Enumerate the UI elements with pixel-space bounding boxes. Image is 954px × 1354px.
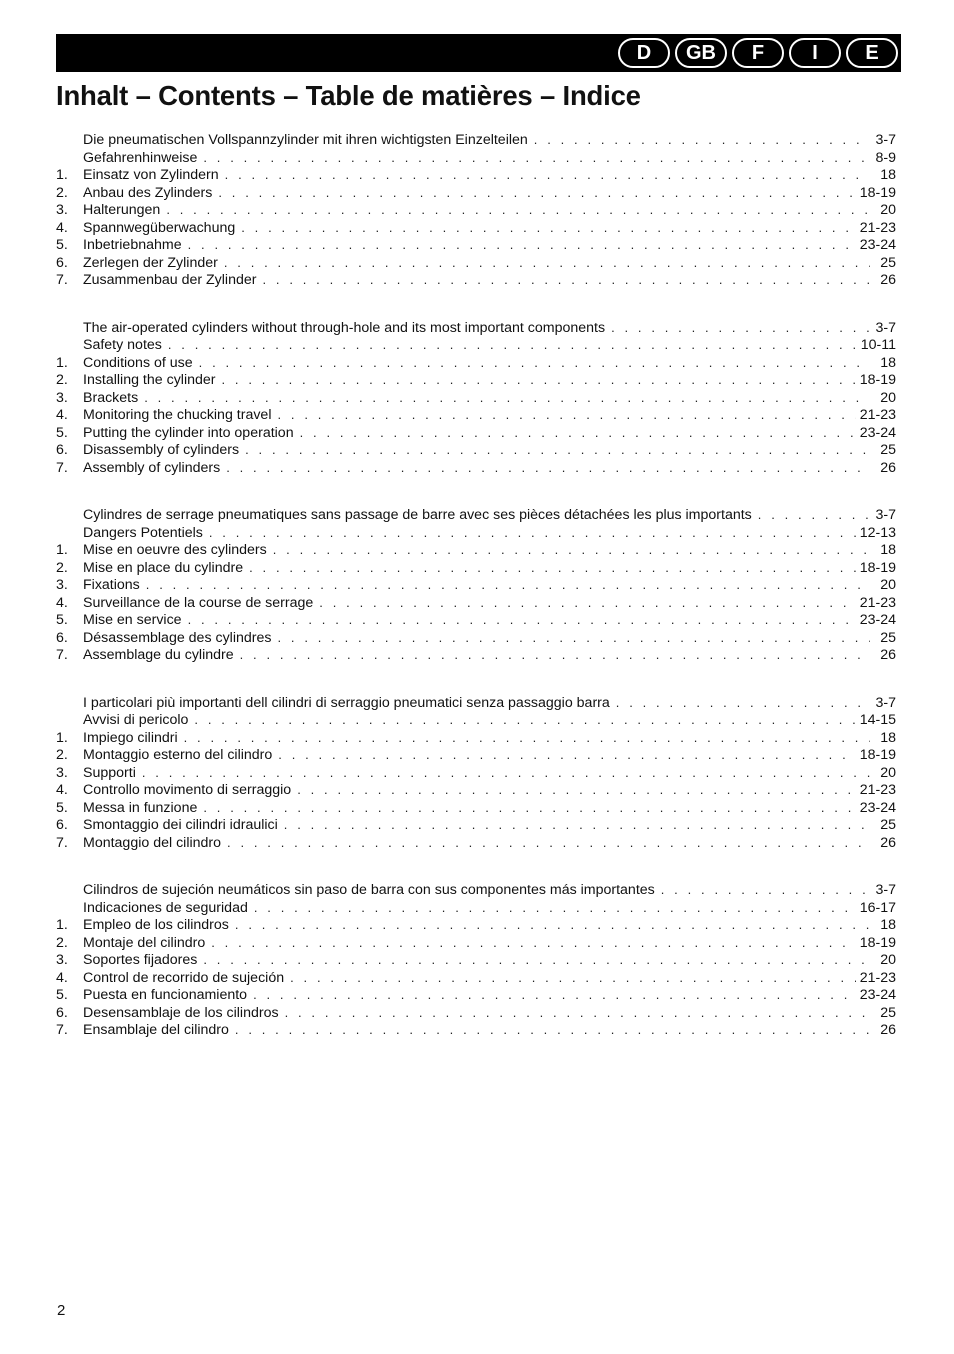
toc-entry-page: 26 (880, 459, 896, 476)
toc-entry-label: Désassemblage des cylindres (83, 629, 272, 646)
toc-entry-label: The air-operated cylinders without through-hole and its most important components (83, 319, 606, 336)
toc-entry-label: Anbau des Zylinders (83, 184, 213, 201)
toc-entry-label: Halterungen (83, 202, 161, 218)
toc-entry-label: Controllo movimento di serraggio (83, 782, 292, 798)
toc-entry[interactable] (56, 506, 896, 524)
toc-entry-number: 2. (56, 747, 68, 763)
toc-leader-dots (297, 781, 856, 799)
toc-entry-label: Montaggio del cilindro (83, 834, 222, 851)
toc-entry-page: 20 (880, 389, 896, 406)
toc-entry[interactable] (56, 711, 896, 729)
toc-entry-label: Avvisi di pericolo (83, 712, 189, 728)
toc-entry-page: 18-19 (859, 747, 896, 763)
toc-entry-number: 3. (56, 577, 68, 593)
toc-entry[interactable] (56, 149, 896, 167)
toc-entry-page: 18-19 (859, 559, 896, 576)
toc-entry[interactable] (56, 441, 896, 459)
toc-entry-page: 16-17 (859, 899, 896, 916)
toc-entry-page: 3-7 (875, 694, 896, 711)
toc-leader-dots (225, 166, 870, 184)
toc-entry-number: 3. (56, 389, 68, 406)
toc-section (56, 694, 896, 852)
toc-entry[interactable] (56, 899, 896, 917)
toc-entry[interactable] (56, 629, 896, 647)
toc-entry-number: 2. (56, 372, 68, 388)
toc-entry[interactable] (56, 799, 896, 817)
toc-entry-label: I particolari più importanti dell cilindri di serraggio pneumatici senza passaggio barra (83, 694, 610, 711)
toc-entry-number: 1. (56, 354, 68, 371)
toc-entry[interactable] (56, 969, 896, 987)
toc-leader-dots (184, 729, 870, 747)
toc-entry[interactable] (56, 916, 896, 934)
toc-entry-label: Conditions of use (83, 354, 193, 371)
toc-leader-dots (277, 629, 870, 647)
toc-entry-page: 3-7 (875, 507, 896, 523)
toc-entry-page: 20 (880, 202, 896, 218)
toc-entry-page: 23-24 (859, 424, 896, 441)
toc-entry-label: Spannwegüberwachung (83, 219, 236, 236)
toc-entry-number: 5. (56, 612, 68, 628)
toc-entry-page: 18 (880, 729, 896, 746)
toc-entry-page: 25 (880, 442, 896, 458)
toc-entry-number: 6. (56, 1004, 68, 1021)
toc-entry-page: 25 (880, 254, 896, 271)
toc-entry-label: Indicaciones de seguridad (83, 899, 248, 916)
toc-entry-number: 7. (56, 1022, 68, 1038)
toc-leader-dots (277, 406, 855, 424)
toc-entry-number: 6. (56, 254, 68, 271)
toc-section (56, 319, 896, 477)
toc-entry-page: 26 (880, 272, 896, 288)
toc-leader-dots (203, 149, 870, 167)
toc-entry[interactable] (56, 524, 896, 542)
toc-leader-dots (534, 131, 870, 149)
toc-entry[interactable] (56, 271, 896, 289)
toc-entry-page: 3-7 (875, 319, 896, 336)
toc-entry[interactable] (56, 746, 896, 764)
toc-entry-page: 23-24 (859, 987, 896, 1003)
toc-entry-label: Smontaggio dei cilindri idraulici (83, 817, 278, 833)
toc-entry-number: 4. (56, 594, 68, 611)
toc-entry[interactable] (56, 1021, 896, 1039)
toc-entry-number: 6. (56, 817, 68, 833)
toc-entry-number: 5. (56, 987, 68, 1003)
toc-section (56, 131, 896, 289)
toc-entry[interactable] (56, 541, 896, 559)
toc-entry-label: Messa in funzione (83, 799, 198, 816)
toc-entry-number: 5. (56, 799, 68, 816)
toc-leader-dots (284, 816, 870, 834)
toc-entry[interactable] (56, 354, 896, 372)
toc-entry[interactable] (56, 459, 896, 477)
toc-leader-dots (211, 934, 855, 952)
toc-entry-number: 4. (56, 782, 68, 798)
toc-entry[interactable] (56, 406, 896, 424)
toc-entry-number: 3. (56, 202, 68, 218)
language-badge-e[interactable]: E (846, 38, 898, 68)
toc-entry[interactable] (56, 729, 896, 747)
header-bar (56, 34, 901, 72)
toc-entry-label: Putting the cylinder into operation (83, 424, 294, 441)
toc-leader-dots (188, 236, 856, 254)
toc-entry-number: 1. (56, 542, 68, 558)
toc-entry-label: Cylindres de serrage pneumatiques sans passage de barre avec ses pièces détachées les plus importants (83, 507, 752, 523)
toc-entry-number: 7. (56, 459, 68, 476)
toc-entry-page: 18 (880, 542, 896, 558)
toc-leader-dots (188, 611, 856, 629)
toc-entry-page: 25 (880, 1004, 896, 1021)
toc-entry-number: 1. (56, 917, 68, 933)
toc-entry-number: 4. (56, 219, 68, 236)
toc-entry-page: 20 (880, 577, 896, 593)
toc-entry-page: 20 (880, 764, 896, 781)
table-of-contents (56, 131, 896, 1069)
toc-entry-label: Mise en oeuvre des cylinders (83, 542, 267, 558)
toc-entry-page: 26 (880, 834, 896, 851)
toc-entry-number: 1. (56, 167, 68, 183)
toc-entry[interactable] (56, 576, 896, 594)
toc-leader-dots (285, 1004, 870, 1022)
toc-leader-dots (241, 219, 855, 237)
toc-entry[interactable] (56, 319, 896, 337)
toc-entry-number: 6. (56, 629, 68, 646)
toc-entry-page: 26 (880, 647, 896, 663)
toc-leader-dots (203, 951, 870, 969)
toc-leader-dots (146, 576, 870, 594)
toc-entry-label: Cilindros de sujeción neumáticos sin paso de barra con sus componentes más importantes (83, 882, 655, 898)
toc-entry[interactable] (56, 694, 896, 712)
toc-leader-dots (194, 711, 855, 729)
toc-entry[interactable] (56, 131, 896, 149)
toc-leader-dots (235, 916, 870, 934)
toc-leader-dots (254, 899, 856, 917)
toc-leader-dots (249, 559, 856, 577)
page-number: 2 (57, 1302, 66, 1319)
toc-entry[interactable] (56, 764, 896, 782)
toc-entry-page: 10-11 (860, 337, 896, 353)
toc-entry-number: 7. (56, 647, 68, 663)
toc-entry-page: 23-24 (859, 799, 896, 816)
toc-entry-label: Gefahrenhinweise (83, 149, 198, 166)
toc-leader-dots (300, 424, 856, 442)
toc-entry-page: 25 (880, 817, 896, 833)
toc-entry-label: Montaje del cilindro (83, 934, 206, 951)
toc-entry-label: Mise en service (83, 612, 182, 628)
toc-leader-dots (245, 441, 870, 459)
toc-entry-label: Zerlegen der Zylinder (83, 254, 218, 271)
toc-entry-label: Assemblage du cylindre (83, 647, 234, 663)
toc-entry-page: 25 (880, 629, 896, 646)
toc-entry[interactable] (56, 834, 896, 852)
toc-leader-dots (168, 336, 857, 354)
toc-entry[interactable] (56, 934, 896, 952)
toc-entry-page: 26 (880, 1022, 896, 1038)
toc-leader-dots (203, 799, 855, 817)
toc-entry[interactable] (56, 424, 896, 442)
toc-entry-label: Inbetriebnahme (83, 237, 182, 253)
toc-entry[interactable] (56, 236, 896, 254)
toc-entry-label: Soportes fijadores (83, 952, 198, 968)
toc-entry-page: 3-7 (875, 132, 896, 148)
toc-leader-dots (290, 969, 856, 987)
toc-leader-dots (199, 354, 870, 372)
toc-leader-dots (227, 834, 870, 852)
toc-entry-label: Zusammenbau der Zylinder (83, 272, 257, 288)
toc-entry-number: 7. (56, 272, 68, 288)
toc-entry-number: 4. (56, 969, 68, 986)
toc-leader-dots (209, 524, 856, 542)
toc-entry-page: 21-23 (859, 407, 896, 423)
toc-entry-label: Ensamblaje del cilindro (83, 1022, 229, 1038)
toc-entry-page: 21-23 (859, 969, 896, 986)
toc-entry[interactable] (56, 219, 896, 237)
language-badge-d[interactable]: D (618, 38, 670, 68)
toc-entry-number: 6. (56, 442, 68, 458)
toc-leader-dots (273, 541, 870, 559)
toc-entry-page: 8-9 (875, 149, 896, 166)
toc-entry[interactable] (56, 559, 896, 577)
toc-entry-page: 18-19 (859, 934, 896, 951)
page-title: Inhalt – Contents – Table de matières – Indice (56, 80, 641, 111)
toc-entry-number: 3. (56, 764, 68, 781)
toc-leader-dots (144, 389, 870, 407)
toc-entry-label: Empleo de los cilindros (83, 917, 229, 933)
toc-entry-page: 3-7 (875, 882, 896, 898)
toc-entry-page: 14-15 (859, 712, 896, 728)
toc-leader-dots (166, 201, 870, 219)
toc-entry[interactable] (56, 594, 896, 612)
toc-entry-label: Brackets (83, 389, 139, 406)
toc-entry-label: Installing the cylinder (83, 372, 216, 388)
toc-entry[interactable] (56, 646, 896, 664)
toc-entry[interactable] (56, 986, 896, 1004)
toc-entry-label: Dangers Potentiels (83, 524, 203, 541)
toc-entry[interactable] (56, 611, 896, 629)
toc-entry-page: 18 (880, 354, 896, 371)
toc-entry-number: 2. (56, 934, 68, 951)
toc-section (56, 506, 896, 664)
toc-entry-number: 7. (56, 834, 68, 851)
toc-leader-dots (235, 1021, 870, 1039)
toc-entry-page: 21-23 (859, 594, 896, 611)
toc-entry-page: 18-19 (859, 184, 896, 201)
toc-leader-dots (240, 646, 870, 664)
toc-entry-label: Safety notes (83, 337, 162, 353)
toc-entry-label: Monitoring the chucking travel (83, 407, 272, 423)
toc-entry-label: Assembly of cylinders (83, 459, 221, 476)
toc-leader-dots (262, 271, 870, 289)
toc-leader-dots (253, 986, 856, 1004)
toc-entry-page: 21-23 (859, 219, 896, 236)
language-selector (618, 38, 898, 68)
toc-section (56, 881, 896, 1039)
toc-entry-label: Supporti (83, 764, 136, 781)
toc-leader-dots (611, 319, 870, 337)
toc-entry-label: Desensamblaje de los cilindros (83, 1004, 279, 1021)
toc-leader-dots (661, 881, 870, 899)
toc-entry-label: Disassembly of cylinders (83, 442, 240, 458)
toc-entry-label: Surveillance de la course de serrage (83, 594, 314, 611)
toc-entry[interactable] (56, 816, 896, 834)
toc-entry[interactable] (56, 184, 896, 202)
toc-entry-number: 1. (56, 729, 68, 746)
toc-entry[interactable] (56, 336, 896, 354)
language-badge-gb[interactable]: GB (675, 38, 727, 68)
toc-leader-dots (758, 506, 870, 524)
toc-entry-label: Fixations (83, 577, 140, 593)
toc-leader-dots (278, 746, 855, 764)
toc-entry-label: Die pneumatischen Vollspannzylinder mit ihren wichtigsten Einzelteilen (83, 132, 528, 148)
toc-entry-label: Montaggio esterno del cilindro (83, 747, 273, 763)
toc-leader-dots (226, 459, 870, 477)
toc-entry[interactable] (56, 951, 896, 969)
language-badge-i[interactable]: I (789, 38, 841, 68)
toc-entry[interactable] (56, 389, 896, 407)
toc-entry[interactable] (56, 781, 896, 799)
toc-leader-dots (224, 254, 870, 272)
toc-entry-label: Puesta en funcionamiento (83, 987, 248, 1003)
language-badge-f[interactable]: F (732, 38, 784, 68)
toc-entry-label: Einsatz von Zylindern (83, 167, 219, 183)
toc-entry-label: Impiego cilindri (83, 729, 178, 746)
toc-entry-label: Control de recorrido de sujeción (83, 969, 285, 986)
toc-entry-page: 23-24 (859, 237, 896, 253)
toc-entry-number: 2. (56, 184, 68, 201)
toc-entry-label: Mise en place du cylindre (83, 559, 244, 576)
toc-entry[interactable] (56, 371, 896, 389)
toc-entry-page: 12-13 (859, 524, 896, 541)
toc-entry-page: 18-19 (859, 372, 896, 388)
toc-entry-number: 4. (56, 407, 68, 423)
toc-entry-page: 23-24 (859, 612, 896, 628)
toc-leader-dots (616, 694, 870, 712)
toc-entry[interactable] (56, 881, 896, 899)
toc-entry-page: 21-23 (859, 782, 896, 798)
toc-entry[interactable] (56, 254, 896, 272)
toc-entry-number: 3. (56, 952, 68, 968)
toc-entry-page: 18 (880, 167, 896, 183)
toc-entry-page: 18 (880, 917, 896, 933)
toc-leader-dots (319, 594, 855, 612)
toc-entry[interactable] (56, 166, 896, 184)
toc-leader-dots (218, 184, 855, 202)
toc-entry[interactable] (56, 1004, 896, 1022)
toc-entry-number: 2. (56, 559, 68, 576)
toc-entry-number: 5. (56, 237, 68, 253)
toc-entry-page: 20 (880, 952, 896, 968)
toc-entry[interactable] (56, 201, 896, 219)
toc-entry-number: 5. (56, 424, 68, 441)
toc-leader-dots (142, 764, 870, 782)
toc-leader-dots (222, 371, 856, 389)
